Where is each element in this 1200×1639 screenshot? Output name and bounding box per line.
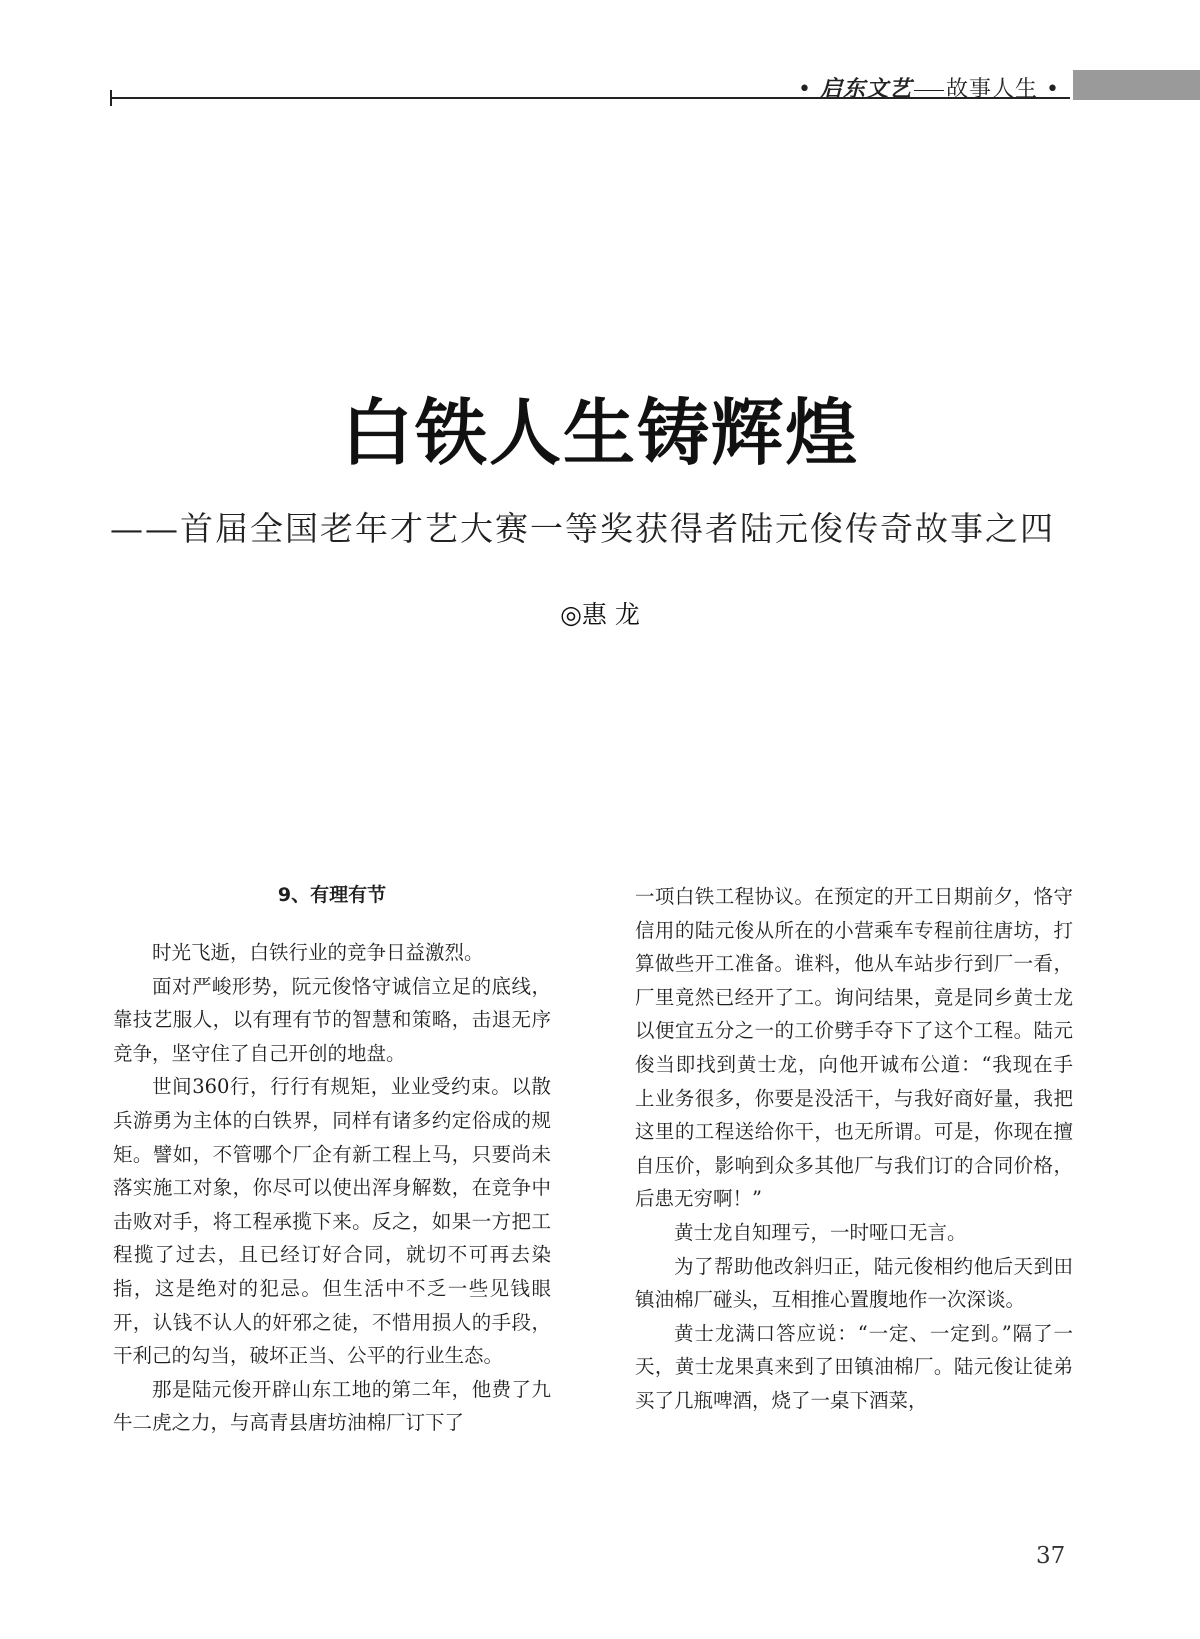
article-title: 白铁人生铸辉煌 xyxy=(340,391,859,475)
header-bullet-right: • xyxy=(1046,77,1060,102)
page-number: 37 xyxy=(1036,1543,1066,1569)
paragraph: 那是陆元俊开辟山东工地的第二年，他费了九牛二虎之力，与高青县唐坊油棉厂订下了 xyxy=(113,1377,551,1435)
paragraph: 世间360行，行行有规矩，业业受约束。以散兵游勇为主体的白铁界，同样有诸多约定俗成的规矩。譬如，不管哪个厂企有新工程上马，只要尚未落实施工对象，你尽可以使出浑身解数，在竞争中击败对手，将工程承揽下来。反之，如果一方把工程揽了过去，且已经订好合同，就切不可再去染指，这是绝对的犯忌。但生活中不乏一些见钱眼开，认钱不认人的奸邪之徒，不惜用损人的手段，干利己的勾当，破坏正当、公平的行业生态。 xyxy=(113,1075,551,1368)
paragraph: 黄士龙满口答应说：“一定、一定到。”隔了一天，黄士龙果真来到了田镇油棉厂。陆元俊让徒弟买了几瓶啤酒，烧了一桌下酒菜， xyxy=(635,1321,1073,1412)
header-dash xyxy=(914,90,944,91)
paragraph: 为了帮助他改斜归正，陆元俊相约他后天到田镇油棉厂碰头，互相推心置腹地作一次深谈。 xyxy=(635,1254,1073,1312)
header-gray-bar xyxy=(1073,70,1200,100)
left-column xyxy=(113,880,551,1440)
paragraph-continuation: 一项白铁工程协议。在预定的开工日期前夕，恪守信用的陆元俊从所在的小营乘车专程前往唐坊，打算做些开工准备。谁料，他从车站步行到厂一看，厂里竟然已经开了工。询问结果，竟是同乡黄士龙以便宜五分之一的工价劈手夺下了这个工程。陆元俊当即找到黄士龙，向他开诚布公道：“我现在手上业务很多，你要是没活干，与我好商好量，我把这里的工程送给你干，也无所谓。可是，你现在擅自压价，影响到众多其他厂与我们订的合同价格，后患无穷啊！” xyxy=(635,885,1073,1211)
running-header xyxy=(798,72,1060,103)
paragraph: 时光飞逝，白铁行业的竞争日益激烈。 xyxy=(152,941,484,964)
paragraph: 黄士龙自知理亏，一时哑口无言。 xyxy=(674,1220,967,1244)
header-bullet-left: • xyxy=(798,77,812,102)
magazine-brand: 启东文艺 xyxy=(819,76,912,102)
article-subtitle: ——首届全国老年才艺大赛一等奖获得者陆元俊传奇故事之四 xyxy=(110,509,1055,548)
paragraph: 面对严峻形势，阮元俊恪守诚信立足的底线，靠技艺服人，以有理有节的智慧和策略，击退无序竞争，坚守住了自己开创的地盘。 xyxy=(113,974,551,1065)
right-column xyxy=(635,880,1073,1418)
column-name: 故事人生 xyxy=(946,77,1039,102)
section-heading: 9、有理有节 xyxy=(277,884,387,906)
article-author: ◎惠 龙 xyxy=(560,600,640,629)
